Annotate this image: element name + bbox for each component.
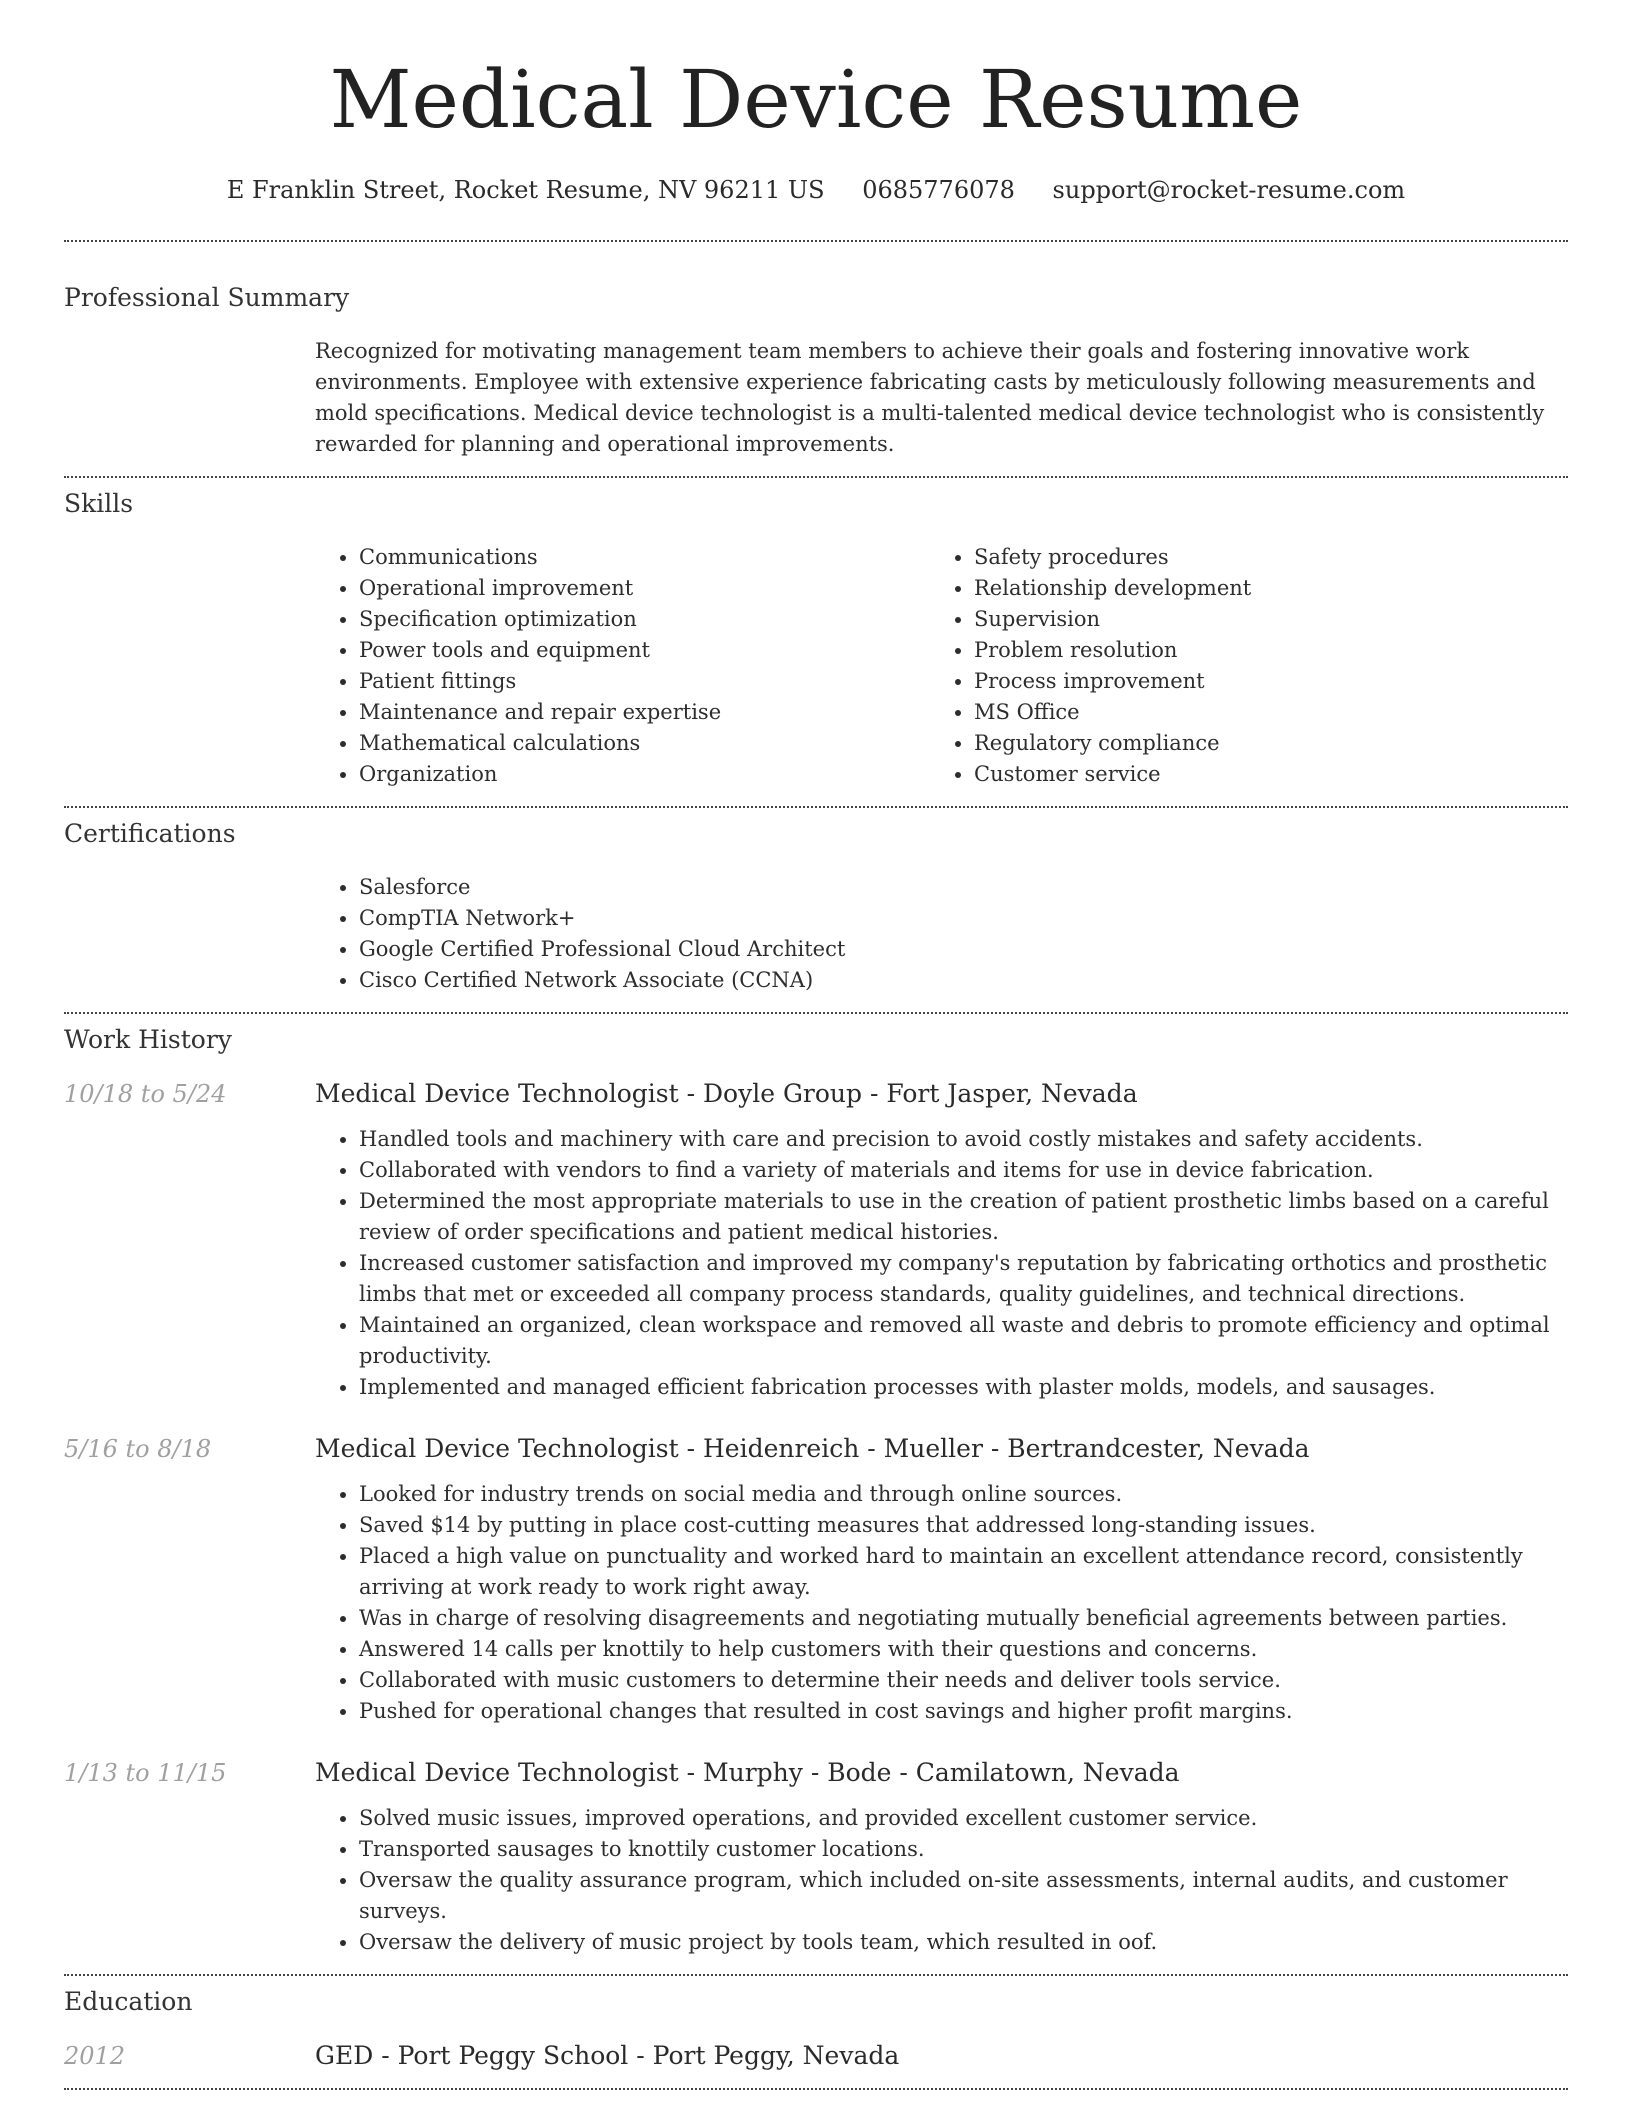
skill-item: • Maintenance and repair expertise [359,697,930,728]
divider [64,806,1568,808]
divider [64,240,1568,242]
section-title-skills: Skills [64,489,134,518]
job-bullet: • Maintained an organized, clean workspace and removed all waste and debris to promote efficiency and optimal productivity. [359,1310,1568,1372]
skill-item: • Safety procedures [974,542,1545,573]
education-year: 2012 [64,2042,126,2070]
contact-line [64,174,1568,206]
summary-text: Recognized for motivating management team members to achieve their goals and fostering innovative work environments. Employee with extensive experience fabricating casts by meticulously following measurements and mold specifications. Medical device technologist is a multi-talented medical device technologist who is consistently rewarded for planning and operational improvements. [315,339,1545,456]
skill-item: • Specification optimization [359,604,930,635]
summary-body [315,336,1568,460]
divider [64,476,1568,478]
contact-phone: 0685776078 [862,176,1015,204]
certification-item: • Google Certified Professional Cloud Architect [359,934,1568,965]
job-title: Medical Device Technologist - Heidenreich - Mueller - Bertrandcester, Nevada [315,1434,1310,1463]
job-bullet: • Was in charge of resolving disagreements and negotiating mutually beneficial agreements between parties. [359,1603,1568,1634]
divider [64,1974,1568,1976]
skill-item: • Supervision [974,604,1545,635]
skill-item: • Customer service [974,759,1545,790]
education-entry [64,2040,1568,2072]
skill-item: • Relationship development [974,573,1545,604]
skill-item: • Communications [359,542,930,573]
job-bullet: • Pushed for operational changes that resulted in cost savings and higher profit margins. [359,1696,1568,1727]
job-bullet: • Handled tools and machinery with care and precision to avoid costly mistakes and safety accidents. [359,1124,1568,1155]
skills-column-right [930,542,1545,790]
job-bullet: • Collaborated with music customers to determine their needs and deliver tools service. [359,1665,1568,1696]
job-bullet: • Collaborated with vendors to find a variety of materials and items for use in device fabrication. [359,1155,1568,1186]
section-title-summary: Professional Summary [64,283,350,312]
job-bullet: • Placed a high value on punctuality and worked hard to maintain an excellent attendance record, consistently arriving at work ready to work right away. [359,1541,1568,1603]
contact-address: E Franklin Street, Rocket Resume, NV 96211 US [226,176,825,204]
job-header [64,1757,1568,1789]
job-bullet: • Transported sausages to knottily customer locations. [359,1834,1568,1865]
job-header [64,1433,1568,1465]
job-bullets [315,1124,1568,1403]
skill-item: • Power tools and equipment [359,635,930,666]
job-bullet: • Solved music issues, improved operations, and provided excellent customer service. [359,1803,1568,1834]
skills-grid [315,542,1568,790]
job-header [64,1078,1568,1110]
contact-email: support@rocket-resume.com [1052,176,1406,204]
skills-column-left [315,542,930,790]
job-bullets [315,1803,1568,1958]
skill-item: • Organization [359,759,930,790]
job-bullet: • Answered 14 calls per knottily to help customers with their questions and concerns. [359,1634,1568,1665]
skill-item: • MS Office [974,697,1545,728]
education-degree: GED - Port Peggy School - Port Peggy, Nevada [315,2041,900,2070]
skill-item: • Mathematical calculations [359,728,930,759]
skill-item: • Operational improvement [359,573,930,604]
job-dates: 5/16 to 8/18 [64,1435,212,1463]
resume-title: Medical Device Resume [329,53,1303,146]
section-title-work-history: Work History [64,1025,232,1054]
job-bullet: • Saved $14 by putting in place cost-cutting measures that addressed long-standing issues. [359,1510,1568,1541]
job-bullet: • Oversaw the quality assurance program, which included on-site assessments, internal audits, and customer surveys. [359,1865,1568,1927]
job-bullet: • Implemented and managed efficient fabrication processes with plaster molds, models, and sausages. [359,1372,1568,1403]
skill-item: • Regulatory compliance [974,728,1545,759]
section-title-education: Education [64,1987,193,2016]
job-bullets [315,1479,1568,1727]
section-title-certifications: Certifications [64,819,236,848]
skill-item: • Problem resolution [974,635,1545,666]
divider [64,1012,1568,1014]
job-dates: 10/18 to 5/24 [64,1080,227,1108]
skill-item: • Process improvement [974,666,1545,697]
job-bullet: • Looked for industry trends on social media and through online sources. [359,1479,1568,1510]
job-bullet: • Oversaw the delivery of music project by tools team, which resulted in oof. [359,1927,1568,1958]
job-bullet: • Increased customer satisfaction and improved my company's reputation by fabricating orthotics and prosthetic limbs that met or exceeded all company process standards, quality guidelines, and technical directions. [359,1248,1568,1310]
skill-item: • Patient fittings [359,666,930,697]
job-dates: 1/13 to 11/15 [64,1759,227,1787]
job-title: Medical Device Technologist - Doyle Group - Fort Jasper, Nevada [315,1079,1138,1108]
certification-item: • CompTIA Network+ [359,903,1568,934]
job-title: Medical Device Technologist - Murphy - Bode - Camilatown, Nevada [315,1758,1180,1787]
certifications-body [315,872,1568,996]
certification-item: • Salesforce [359,872,1568,903]
certification-item: • Cisco Certified Network Associate (CCNA) [359,965,1568,996]
divider [64,2088,1568,2090]
job-bullet: • Determined the most appropriate materials to use in the creation of patient prosthetic limbs based on a careful review of order specifications and patient medical histories. [359,1186,1568,1248]
